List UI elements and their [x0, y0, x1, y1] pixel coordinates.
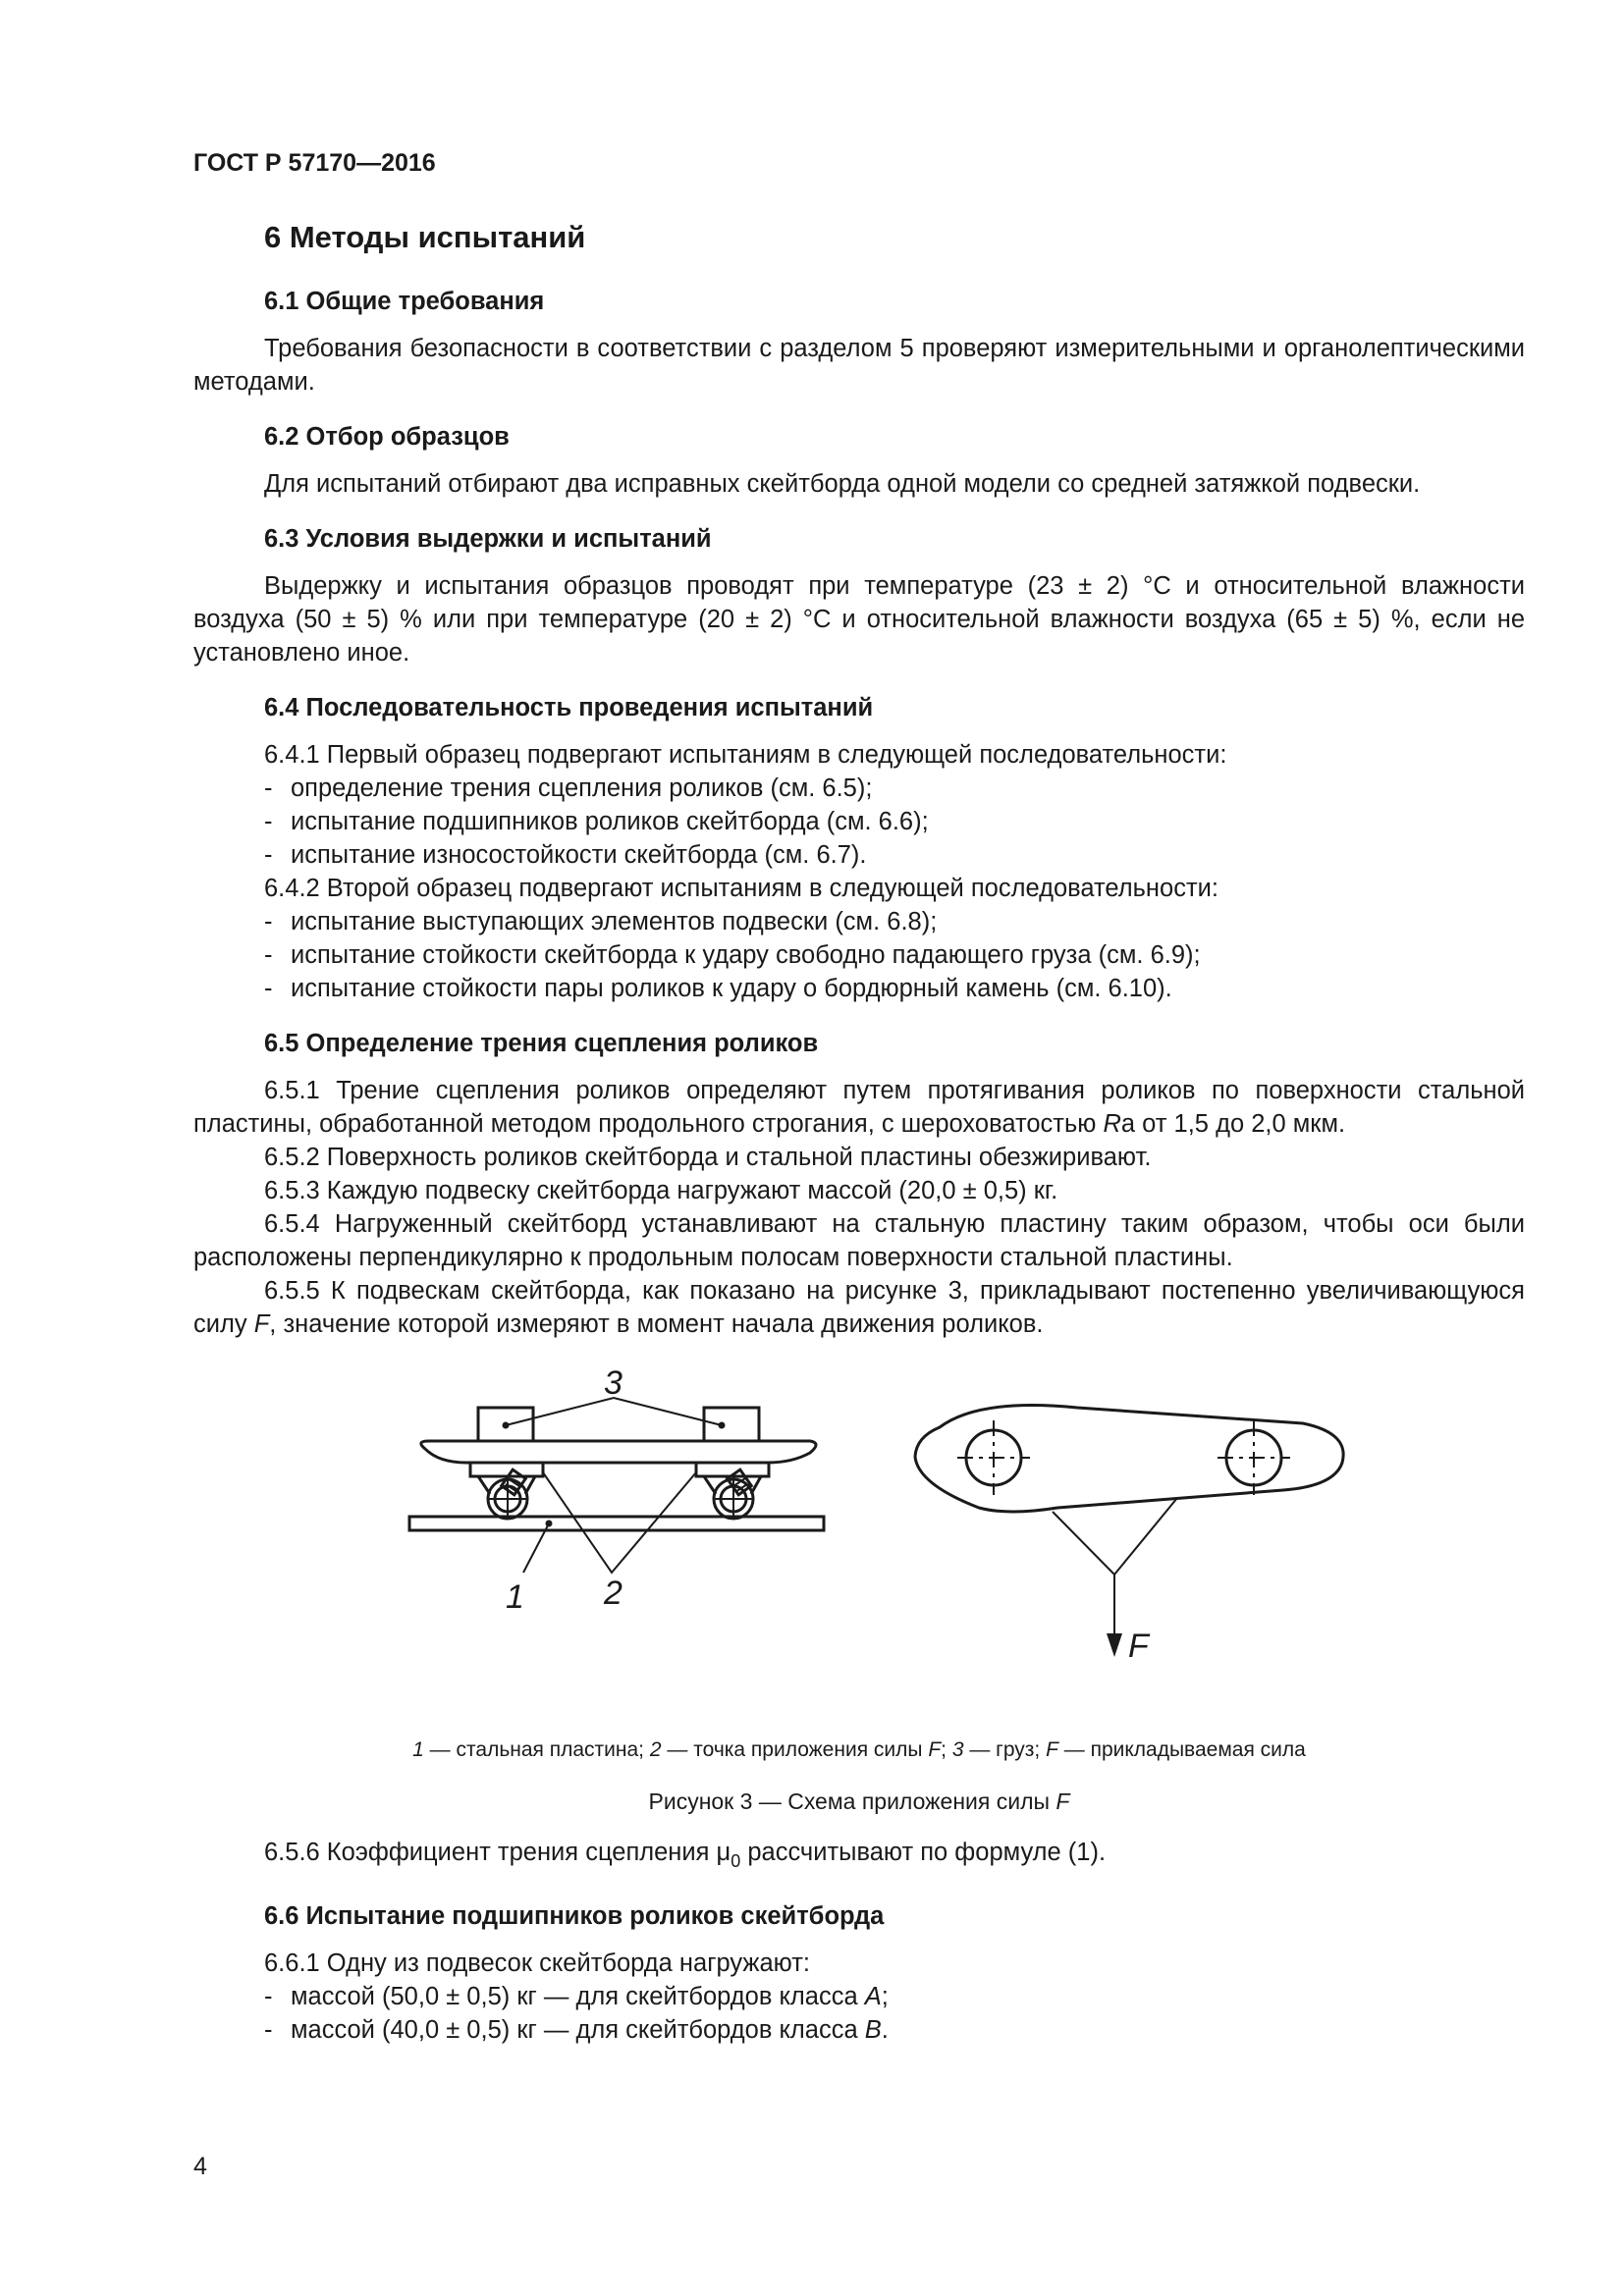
list-item: - массой (50,0 ± 0,5) кг — для скейтбордов класса A; — [264, 1980, 1525, 2013]
label-3: 3 — [604, 1364, 623, 1402]
subsection-6-5-title: 6.5 Определение трения сцепления роликов — [264, 1030, 819, 1057]
figure-title: Рисунок 3 — Схема приложения силы F — [648, 1789, 1070, 1814]
list-item: - испытание стойкости скейтборда к удару свободно падающего груза (см. 6.9); — [264, 938, 1525, 972]
list-marker: - — [264, 841, 273, 869]
subsection-6-1-title: 6.1 Общие требования — [264, 288, 545, 315]
figure-3-diagram — [193, 1359, 1525, 1722]
paragraph-6-4-1: 6.4.1 Первый образец подвергают испытаниям в следующей последовательности: — [264, 741, 1227, 769]
label-2: 2 — [604, 1575, 623, 1612]
leader-dot — [503, 1422, 510, 1429]
list-marker: - — [264, 941, 273, 969]
figure-legend: 1 — стальная пластина; 2 — точка приложения силы F; 3 — груз; F — прикладываемая сила — [412, 1738, 1306, 1761]
subsection-6-6-title: 6.6 Испытание подшипников роликов скейтборда — [264, 1902, 885, 1930]
subsection-6-3-text: Выдержку и испытания образцов проводят при температуре (23 ± 2) °C и относительной влажности воздуха (50 ± 5) % или при температуре (20 ± 2) °C и относительной влажности воздуха (65 ± 5) %, если не установлено иное. — [193, 572, 1525, 667]
skateboard-deck — [421, 1441, 816, 1463]
list-marker: - — [264, 1983, 273, 2010]
leader-lines-3 — [506, 1398, 722, 1425]
document-id-header: ГОСТ Р 57170—2016 — [193, 149, 436, 177]
leader-dot — [719, 1422, 726, 1429]
list-item: - испытание выступающих элементов подвески (см. 6.8); — [264, 905, 1525, 938]
paragraph-6-4-2: 6.4.2 Второй образец подвергают испытаниям в следующей последовательности: — [264, 875, 1218, 902]
force-arrow-head — [1107, 1633, 1122, 1657]
list-item: - массой (40,0 ± 0,5) кг — для скейтбордов класса B. — [264, 2013, 1525, 2047]
list-marker: - — [264, 808, 273, 835]
list-item: - испытание подшипников роликов скейтборда (см. 6.6); — [264, 805, 1525, 838]
page-content — [193, 218, 1525, 2047]
subsection-6-1-text: Требования безопасности в соответствии с разделом 5 проверяют измерительными и органолептическими методами. — [193, 335, 1525, 396]
center-line-left — [957, 1420, 1030, 1495]
paragraph-6-6-1: 6.6.1 Одну из подвесок скейтборда нагружают: — [264, 1949, 810, 1977]
truck-base-left — [470, 1463, 543, 1476]
label-1: 1 — [506, 1578, 524, 1616]
figure-3-svg — [193, 1359, 1525, 1722]
subsection-6-2-title: 6.2 Отбор образцов — [264, 423, 510, 451]
subsection-6-3-title: 6.3 Условия выдержки и испытаний — [264, 525, 712, 553]
force-lines — [1053, 1498, 1177, 1575]
subsection-6-2-text: Для испытаний отбирают два исправных скейтборда одной модели со средней затяжкой подвески. — [264, 470, 1421, 498]
steel-plate — [409, 1517, 824, 1530]
paragraph-6-5-5: 6.5.5 К подвескам скейтборда, как показано на рисунке 3, прикладывают постепенно увеличивающуюся силу F, значение которой измеряют в момент начала движения роликов. — [193, 1277, 1525, 1338]
list-item: - испытание стойкости пары роликов к удару о бордюрный камень (см. 6.10). — [264, 972, 1525, 1005]
center-line-right — [1218, 1420, 1290, 1495]
list-marker: - — [264, 774, 273, 802]
list-item: - испытание износостойкости скейтборда (см. 6.7). — [264, 838, 1525, 872]
list-marker: - — [264, 2016, 273, 2044]
section-title: 6 Методы испытаний — [264, 220, 586, 254]
label-force: F — [1128, 1628, 1149, 1665]
paragraph-6-5-4: 6.5.4 Нагруженный скейтборд устанавливают на стальную пластину таким образом, чтобы оси были расположены перпендикулярно к продольным полосам поверхности стальной пластины. — [193, 1210, 1525, 1271]
list-marker: - — [264, 908, 273, 935]
paragraph-6-5-1: 6.5.1 Трение сцепления роликов определяют путем протягивания роликов по поверхности стальной пластины, обработанной методом продольного строгания, с шероховатостью Ra от 1,5 до 2,0 мкм. — [193, 1077, 1525, 1138]
paragraph-6-5-6: 6.5.6 Коэффициент трения сцепления $\mu_0$ рассчитывают по формуле (1). — [264, 1839, 1107, 1871]
leader-lines-2 — [543, 1472, 696, 1573]
list-item: - определение трения сцепления роликов (см. 6.5); — [264, 772, 1525, 805]
leader-dot — [546, 1521, 553, 1527]
paragraph-6-5-2: 6.5.2 Поверхность роликов скейтборда и стальной пластины обезжиривают. — [264, 1144, 1152, 1171]
paragraph-6-5-3: 6.5.3 Каждую подвеску скейтборда нагружают массой (20,0 ± 0,5) кг. — [264, 1177, 1058, 1204]
list-marker: - — [264, 975, 273, 1002]
page-number: 4 — [193, 2153, 207, 2180]
subsection-6-4-title: 6.4 Последовательность проведения испытаний — [264, 694, 874, 721]
weight-right — [704, 1408, 759, 1441]
